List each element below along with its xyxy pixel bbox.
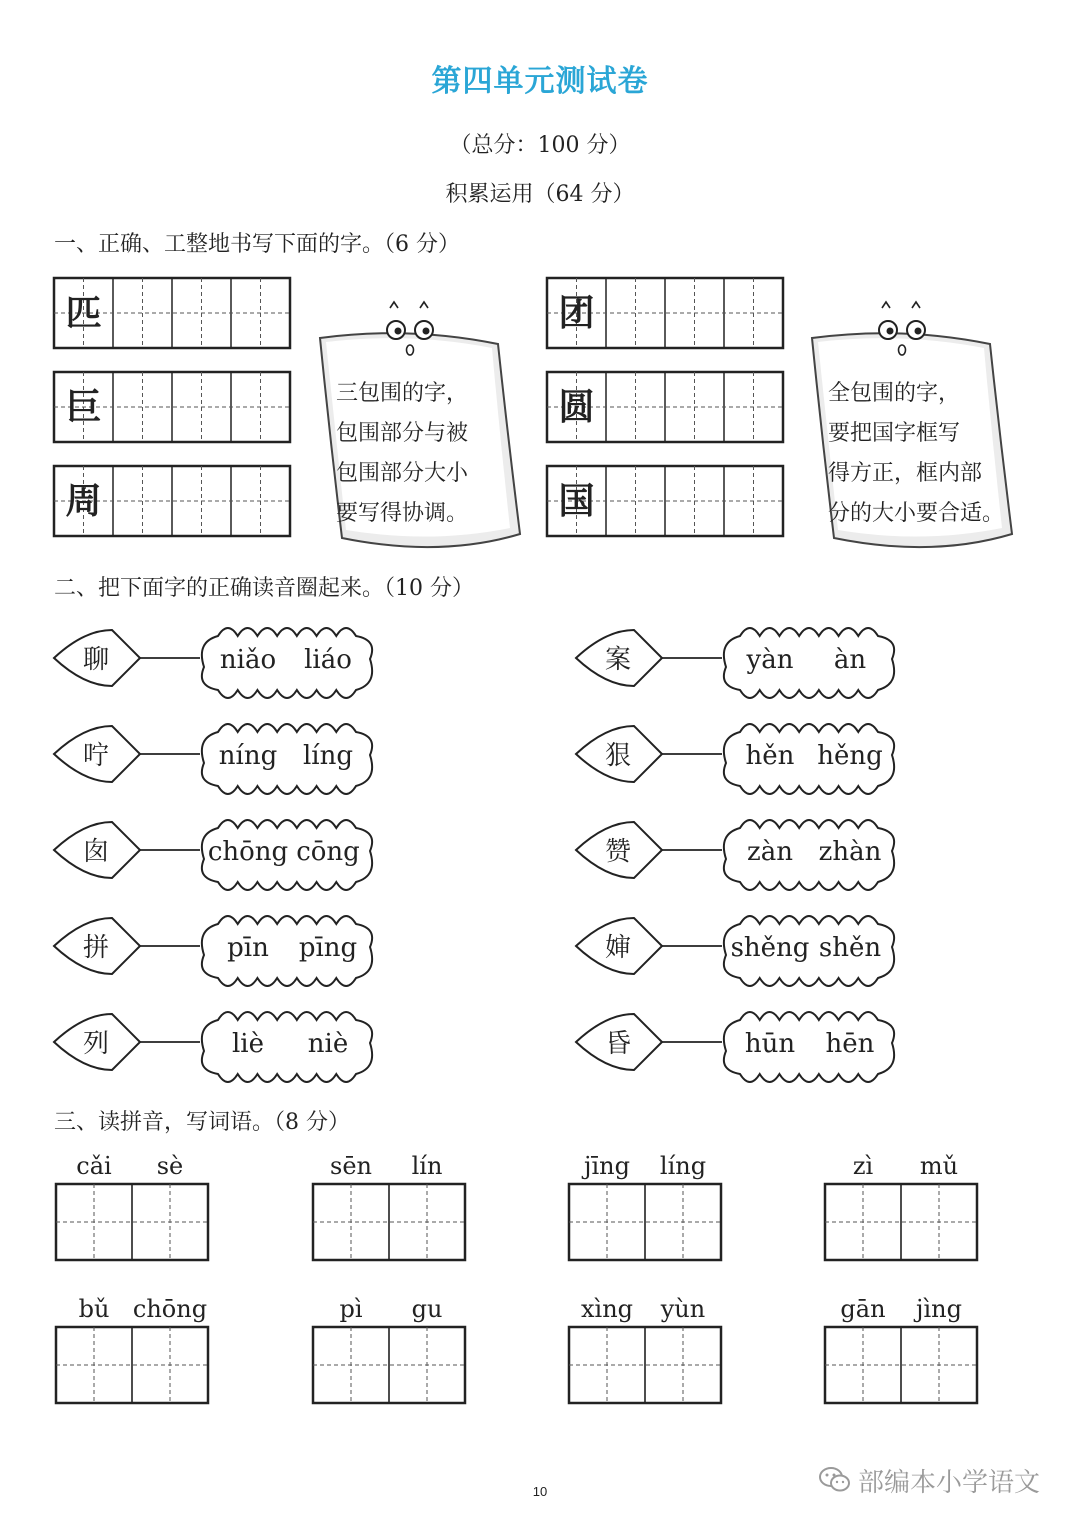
model-character: 团: [558, 292, 595, 334]
eyebrow-icon: [390, 302, 428, 308]
pinyin-syllable-1: gān: [840, 1295, 886, 1323]
wechat-icon: [818, 1465, 852, 1495]
character: 聊: [82, 645, 110, 675]
model-character: 匹: [65, 292, 102, 334]
writing-row-left: [54, 278, 290, 348]
tip-note-left: [320, 302, 520, 547]
pinyin-syllable-1: sēn: [330, 1152, 372, 1180]
pinyin-option-1: pīn: [227, 933, 269, 963]
pupil-icon: [915, 328, 922, 335]
pinyin-option-2: líng: [302, 741, 354, 771]
character: 案: [604, 645, 632, 675]
watermark-text: 部编本小学语文: [858, 1467, 1041, 1498]
eyebrow-icon: [882, 302, 920, 308]
pinyin-option-1: hěn: [745, 741, 795, 771]
pinyin-syllable-1: pì: [339, 1295, 363, 1323]
pinyin-syllable-1: zì: [852, 1152, 874, 1180]
pinyin-option-2: niè: [307, 1029, 349, 1059]
word-writing-item: [569, 1295, 721, 1403]
pronunciation-item-left: [54, 820, 372, 890]
pronunciation-item-left: [54, 1012, 372, 1082]
model-character: 周: [65, 480, 102, 522]
word-writing-item: [313, 1295, 465, 1403]
pinyin-option-1: níng: [218, 741, 278, 771]
pronunciation-item-right: [576, 916, 894, 986]
pinyin-option-1: niǎo: [219, 645, 277, 675]
model-character: 国: [558, 480, 595, 522]
pinyin-option-1: hūn: [744, 1029, 796, 1059]
pinyin-option-2: pīng: [298, 933, 358, 963]
word-writing-item: [56, 1295, 208, 1403]
pinyin-option-2: zhàn: [818, 837, 882, 867]
pupil-icon: [887, 328, 894, 335]
writing-row-right: [547, 278, 783, 348]
pinyin-option-2: shěn: [818, 933, 882, 963]
pinyin-option-2: hěng: [817, 741, 883, 771]
pinyin-option-2: liáo: [304, 645, 352, 675]
word-writing-item: [569, 1152, 721, 1260]
pinyin-option-1: liè: [231, 1029, 265, 1059]
q1-heading: 一、正确、工整地书写下面的字。（6 分）: [54, 232, 460, 257]
tip-line: 全包围的字，: [828, 381, 961, 406]
character: 狠: [604, 741, 632, 771]
pinyin-syllable-2: sè: [156, 1152, 184, 1180]
part-title: 积累运用（64 分）: [445, 182, 635, 207]
pronunciation-item-left: [54, 628, 372, 698]
pinyin-option-2: àn: [833, 645, 867, 675]
writing-row-left: [54, 372, 290, 442]
pinyin-option-1: shěng: [730, 933, 810, 963]
character: 赞: [604, 837, 632, 867]
pronunciation-item-right: [576, 820, 894, 890]
pinyin-option-2: hēn: [825, 1029, 875, 1059]
pinyin-syllable-2: yùn: [660, 1295, 706, 1323]
total-score: （总分：100 分）: [449, 133, 631, 158]
pinyin-syllable-2: gu: [411, 1295, 443, 1323]
writing-row-left: [54, 466, 290, 536]
tip-line: 得方正，框内部: [828, 461, 983, 486]
pronunciation-item-left: [54, 916, 372, 986]
word-writing-item: [825, 1295, 977, 1403]
q3-heading: 三、读拼音，写词语。（8 分）: [54, 1110, 350, 1135]
character: 咛: [82, 741, 110, 771]
pinyin-option-1: chōng: [207, 837, 289, 867]
character: 囱: [82, 837, 110, 867]
character: 拼: [82, 933, 110, 963]
pinyin-option-2: cōng: [296, 837, 360, 867]
tip-line: 分的大小要合适。: [828, 501, 1005, 526]
word-writing-item: [56, 1152, 208, 1260]
writing-row-right: [547, 372, 783, 442]
watermark: [818, 1462, 1040, 1498]
tip-line: 要写得协调。: [336, 501, 469, 526]
tip-note-right: [812, 302, 1012, 547]
writing-row-right: [547, 466, 783, 536]
pinyin-syllable-1: xìng: [580, 1295, 634, 1323]
tip-line: 三包围的字，: [336, 381, 469, 406]
pinyin-syllable-2: jìng: [916, 1295, 962, 1323]
page-title: 第四单元测试卷: [431, 64, 649, 99]
tip-line: 包围部分大小: [336, 461, 469, 486]
pinyin-option-1: yàn: [746, 645, 794, 675]
pronunciation-item-right: [576, 1012, 894, 1082]
tip-line: 包围部分与被: [336, 421, 469, 446]
pinyin-syllable-1: cǎi: [76, 1152, 112, 1180]
pinyin-syllable-2: líng: [659, 1152, 707, 1180]
pronunciation-item-right: [576, 724, 894, 794]
pinyin-syllable-1: bǔ: [78, 1295, 110, 1323]
pinyin-syllable-2: lín: [411, 1152, 443, 1180]
pronunciation-item-left: [54, 724, 372, 794]
pinyin-syllable-2: chōng: [132, 1295, 208, 1323]
q2-heading: 二、把下面字的正确读音圈起来。（10 分）: [54, 576, 474, 601]
pinyin-option-1: zàn: [747, 837, 793, 867]
tip-line: 要把国字框写: [828, 421, 961, 446]
pupil-icon: [423, 328, 430, 335]
page-number: 10: [532, 1484, 548, 1499]
pupil-icon: [395, 328, 402, 335]
pinyin-syllable-1: jīng: [584, 1152, 630, 1180]
character: 昏: [604, 1029, 632, 1059]
word-writing-item: [313, 1152, 465, 1260]
model-character: 圆: [558, 386, 595, 428]
word-writing-item: [825, 1152, 977, 1260]
character: 婶: [604, 933, 632, 963]
character: 列: [82, 1029, 110, 1059]
model-character: 巨: [65, 386, 102, 428]
pronunciation-item-right: [576, 628, 894, 698]
pinyin-syllable-2: mǔ: [919, 1152, 959, 1180]
